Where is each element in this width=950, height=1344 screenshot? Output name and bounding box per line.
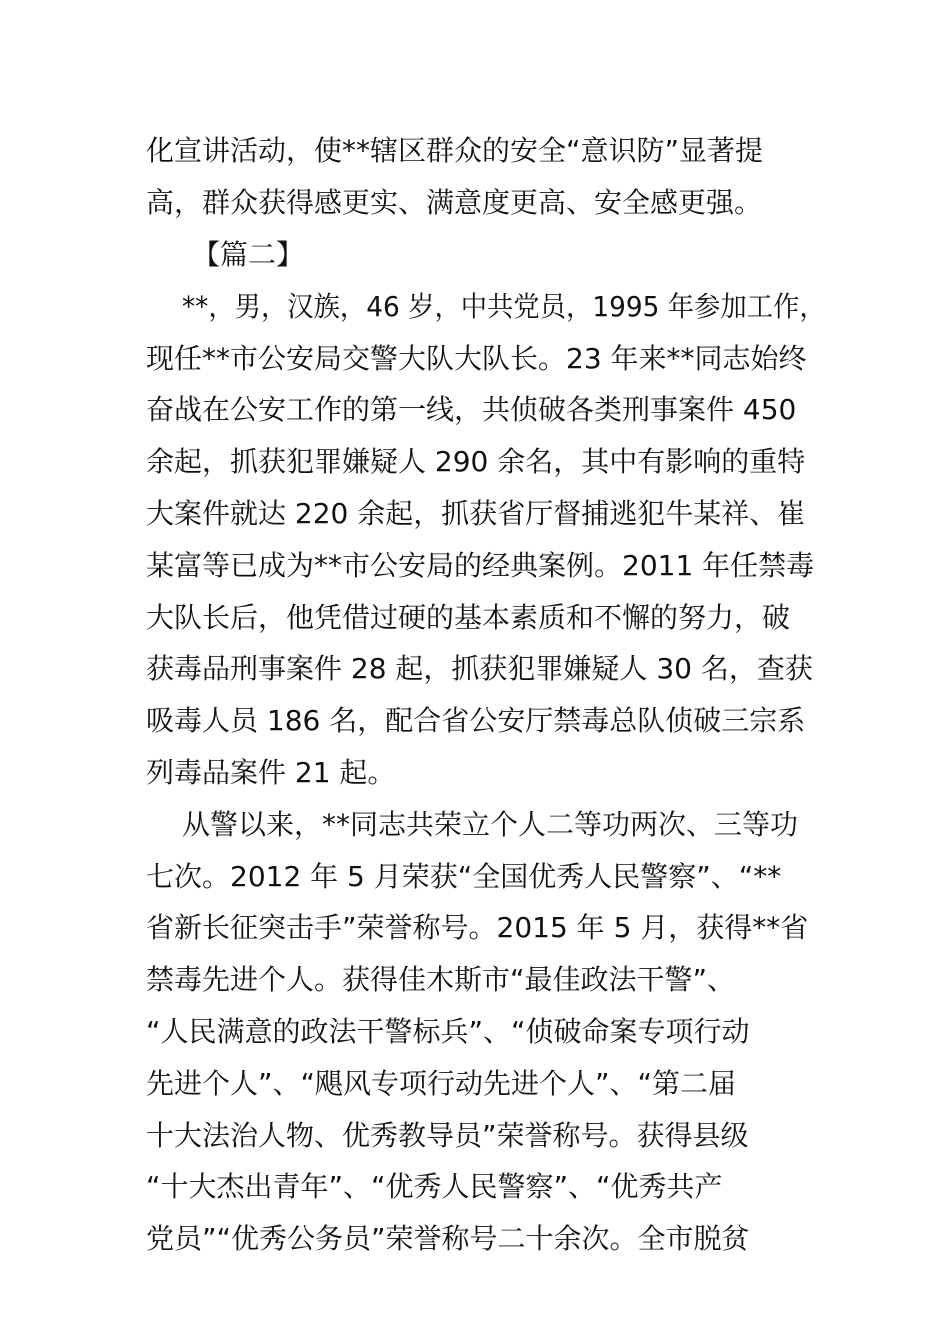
paragraph-line: 十大法治人物、优秀教导员”荣誉称号。获得县级 bbox=[146, 1119, 749, 1152]
paragraph-line: 列毒品案件 21 起。 bbox=[146, 756, 396, 789]
section-heading: 【篇二】 bbox=[192, 238, 305, 271]
paragraph-line: 禁毒先进个人。获得佳木斯市“最佳政法干警”、 bbox=[146, 963, 736, 996]
paragraph-line: “人民满意的政法干警标兵”、“侦破命案专项行动 bbox=[146, 1015, 750, 1048]
paragraph-line: 从警以来，**同志共荣立个人二等功两次、三等功 bbox=[182, 808, 799, 841]
paragraph-line: 化宣讲活动，使**辖区群众的安全“意识防”显著提 bbox=[146, 134, 764, 167]
paragraph-line: 某富等已成为**市公安局的经典案例。2011 年任禁毒 bbox=[146, 549, 815, 582]
paragraph-line: “十大杰出青年”、“优秀人民警察”、“优秀共产 bbox=[146, 1170, 723, 1203]
paragraph-line: 大案件就达 220 余起，抓获省厅督捕逃犯牛某祥、崔 bbox=[146, 497, 806, 530]
paragraph-line: 大队长后，他凭借过硬的基本素质和不懈的努力，破 bbox=[146, 601, 791, 634]
paragraph-line: 先进个人”、“飓风专项行动先进个人”、“第二届 bbox=[146, 1067, 737, 1100]
paragraph-line: 奋战在公安工作的第一线，共侦破各类刑事案件 450 bbox=[146, 393, 797, 426]
paragraph-line: **，男，汉族，46 岁，中共党员，1995 年参加工作， bbox=[182, 290, 826, 323]
paragraph-line: 获毒品刑事案件 28 起，抓获犯罪嫌疑人 30 名，查获 bbox=[146, 652, 813, 685]
paragraph-line: 高，群众获得感更实、满意度更高、安全感更强。 bbox=[146, 186, 763, 219]
document-body bbox=[146, 131, 826, 1331]
paragraph-line: 党员”“优秀公务员”荣誉称号二十余次。全市脱贫 bbox=[146, 1222, 750, 1255]
paragraph-line: 省新长征突击手”荣誉称号。2015 年 5 月，获得**省 bbox=[146, 911, 809, 944]
paragraph-line: 现任**市公安局交警大队大队长。23 年来**同志始终 bbox=[146, 342, 807, 375]
paragraph-line: 七次。2012 年 5 月荣获“全国优秀人民警察”、“** bbox=[146, 860, 782, 893]
paragraph-line: 吸毒人员 186 名，配合省公安厅禁毒总队侦破三宗系 bbox=[146, 704, 806, 737]
paragraph-line: 余起，抓获犯罪嫌疑人 290 余名，其中有影响的重特 bbox=[146, 445, 806, 478]
